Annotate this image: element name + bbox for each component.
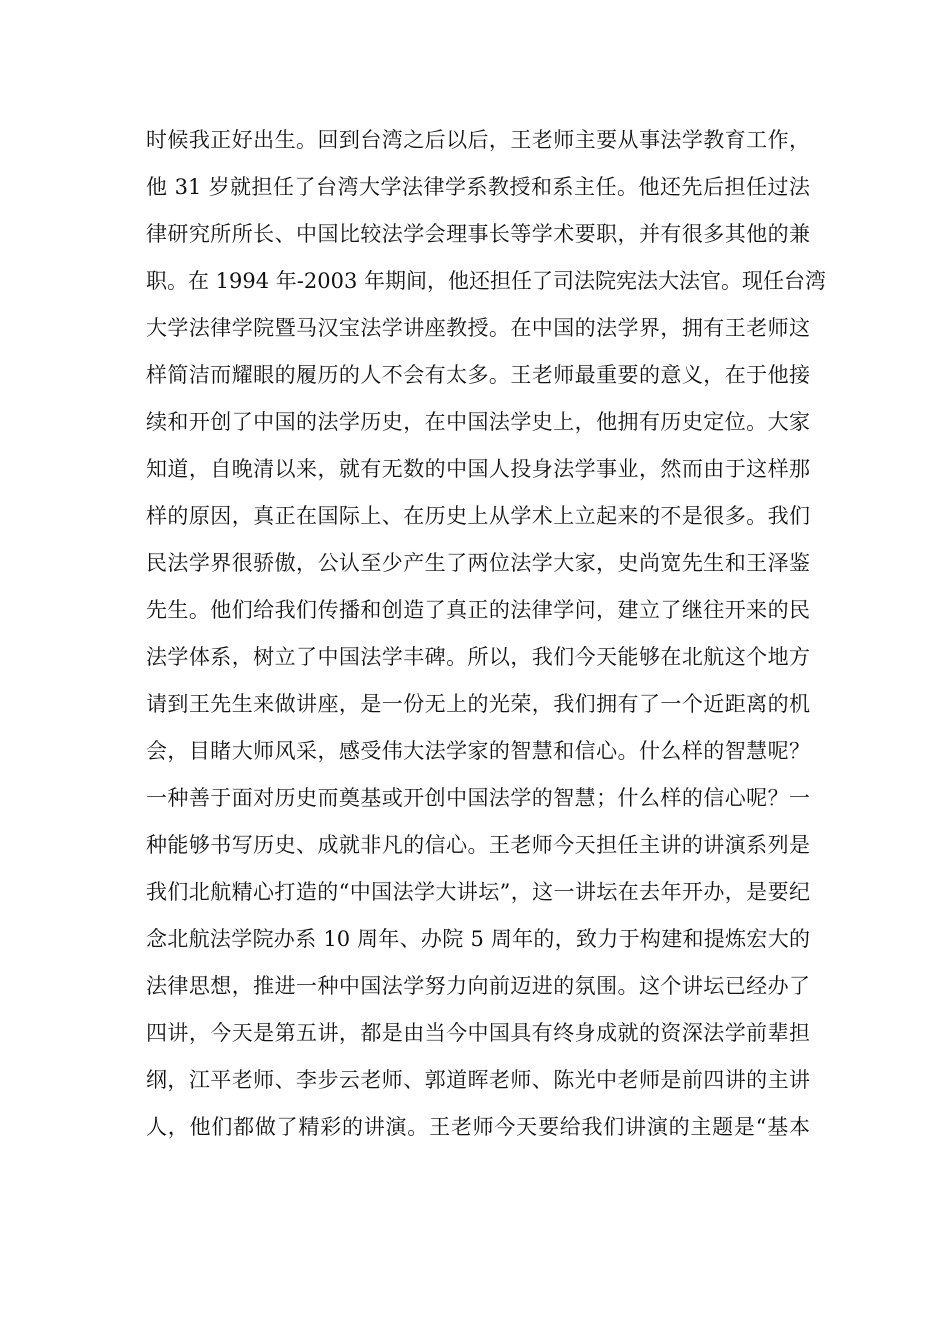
text-line: 先生。他们给我们传播和创造了真正的法律学问，建立了继往开来的民 bbox=[146, 598, 810, 622]
text-line: 种能够书写历史、成就非凡的信心。王老师今天担任主讲的讲演系列是 bbox=[146, 833, 810, 857]
text-line: 民法学界很骄傲，公认至少产生了两位法学大家，史尚宽先生和王泽鉴 bbox=[146, 551, 810, 575]
text-line: 知道，自晚清以来，就有无数的中国人投身法学事业，然而由于这样那 bbox=[146, 457, 810, 481]
text-line: 续和开创了中国的法学历史，在中国法学史上，他拥有历史定位。大家 bbox=[146, 410, 810, 434]
text-line: 请到王先生来做讲座，是一份无上的光荣，我们拥有了一个近距离的机 bbox=[146, 692, 810, 716]
text-line: 一种善于面对历史而奠基或开创中国法学的智慧；什么样的信心呢？一 bbox=[146, 786, 810, 810]
text-line: 职。在 1994 年-2003 年期间，他还担任了司法院宪法大法官。现任台湾 bbox=[146, 269, 827, 293]
text-line: 大学法律学院暨马汉宝法学讲座教授。在中国的法学界，拥有王老师这 bbox=[146, 316, 810, 340]
text-line: 时候我正好出生。回到台湾之后以后，王老师主要从事法学教育工作， bbox=[146, 128, 810, 152]
text-line: 会，目睹大师风采，感受伟大法学家的智慧和信心。什么样的智慧呢？ bbox=[146, 739, 810, 763]
text-line: 律研究所所长、中国比较法学会理事长等学术要职，并有很多其他的兼 bbox=[146, 222, 810, 246]
text-line: 念北航法学院办系 10 周年、办院 5 周年的，致力于构建和提炼宏大的 bbox=[146, 927, 810, 951]
text-line: 法学体系，树立了中国法学丰碑。所以，我们今天能够在北航这个地方 bbox=[146, 645, 810, 669]
text-line: 人，他们都做了精彩的讲演。王老师今天要给我们讲演的主题是“基本 bbox=[146, 1115, 810, 1139]
text-line: 样的原因，真正在国际上、在历史上从学术上立起来的不是很多。我们 bbox=[146, 504, 810, 528]
text-line: 他 31 岁就担任了台湾大学法律学系教授和系主任。他还先后担任过法 bbox=[146, 175, 810, 199]
text-line: 纲，江平老师、李步云老师、郭道晖老师、陈光中老师是前四讲的主讲 bbox=[146, 1068, 810, 1092]
text-line: 我们北航精心打造的“中国法学大讲坛”，这一讲坛在去年开办，是要纪 bbox=[146, 880, 810, 904]
text-line: 四讲，今天是第五讲，都是由当今中国具有终身成就的资深法学前辈担 bbox=[146, 1021, 810, 1045]
body-text bbox=[146, 117, 827, 1151]
text-line: 法律思想，推进一种中国法学努力向前迈进的氛围。这个讲坛已经办了 bbox=[146, 974, 810, 998]
text-line: 样简洁而耀眼的履历的人不会有太多。王老师最重要的意义，在于他接 bbox=[146, 363, 810, 387]
